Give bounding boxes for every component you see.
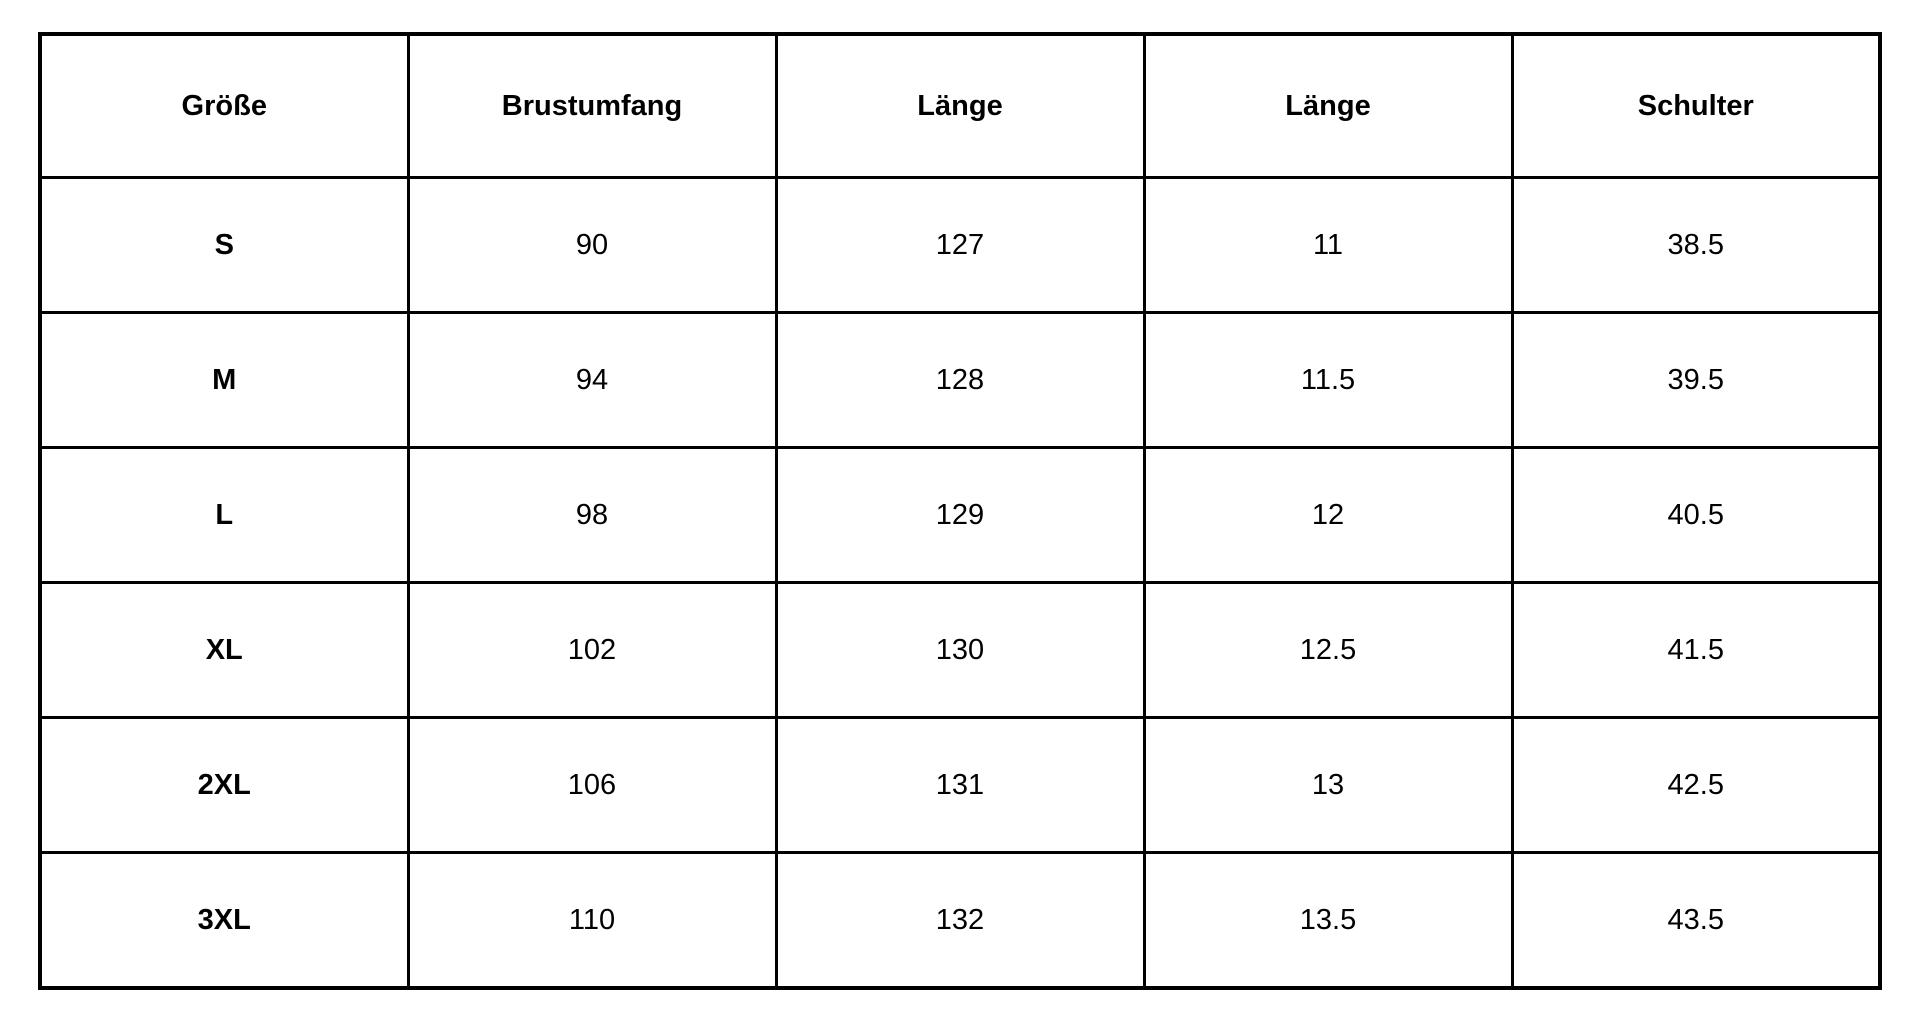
value-laenge-1: 130 — [776, 583, 1144, 718]
value-laenge-2: 13.5 — [1144, 853, 1512, 989]
size-label: L — [40, 448, 408, 583]
value-schulter: 42.5 — [1512, 718, 1880, 853]
value-schulter: 43.5 — [1512, 853, 1880, 989]
size-chart-table — [38, 32, 1882, 990]
value-laenge-2: 13 — [1144, 718, 1512, 853]
value-laenge-2: 12.5 — [1144, 583, 1512, 718]
header-row — [40, 34, 1880, 178]
table-row — [40, 853, 1880, 989]
value-laenge-2: 11.5 — [1144, 313, 1512, 448]
value-brustumfang: 102 — [408, 583, 776, 718]
header-laenge-1: Länge — [776, 34, 1144, 178]
size-chart-body — [40, 178, 1880, 989]
header-brustumfang: Brustumfang — [408, 34, 776, 178]
header-schulter: Schulter — [1512, 34, 1880, 178]
size-label: XL — [40, 583, 408, 718]
table-row — [40, 583, 1880, 718]
table-row — [40, 313, 1880, 448]
size-chart-header — [40, 34, 1880, 178]
value-brustumfang: 94 — [408, 313, 776, 448]
value-schulter: 40.5 — [1512, 448, 1880, 583]
table-row — [40, 718, 1880, 853]
value-laenge-1: 131 — [776, 718, 1144, 853]
value-schulter: 38.5 — [1512, 178, 1880, 313]
size-label: S — [40, 178, 408, 313]
value-laenge-2: 12 — [1144, 448, 1512, 583]
table-row — [40, 178, 1880, 313]
value-laenge-1: 129 — [776, 448, 1144, 583]
value-laenge-1: 128 — [776, 313, 1144, 448]
size-label: 3XL — [40, 853, 408, 989]
size-chart — [38, 32, 1882, 984]
value-brustumfang: 90 — [408, 178, 776, 313]
size-label: 2XL — [40, 718, 408, 853]
header-laenge-2: Länge — [1144, 34, 1512, 178]
header-groesse: Größe — [40, 34, 408, 178]
table-row — [40, 448, 1880, 583]
value-brustumfang: 98 — [408, 448, 776, 583]
value-laenge-2: 11 — [1144, 178, 1512, 313]
value-brustumfang: 110 — [408, 853, 776, 989]
value-laenge-1: 132 — [776, 853, 1144, 989]
value-brustumfang: 106 — [408, 718, 776, 853]
value-schulter: 39.5 — [1512, 313, 1880, 448]
value-laenge-1: 127 — [776, 178, 1144, 313]
value-schulter: 41.5 — [1512, 583, 1880, 718]
size-label: M — [40, 313, 408, 448]
